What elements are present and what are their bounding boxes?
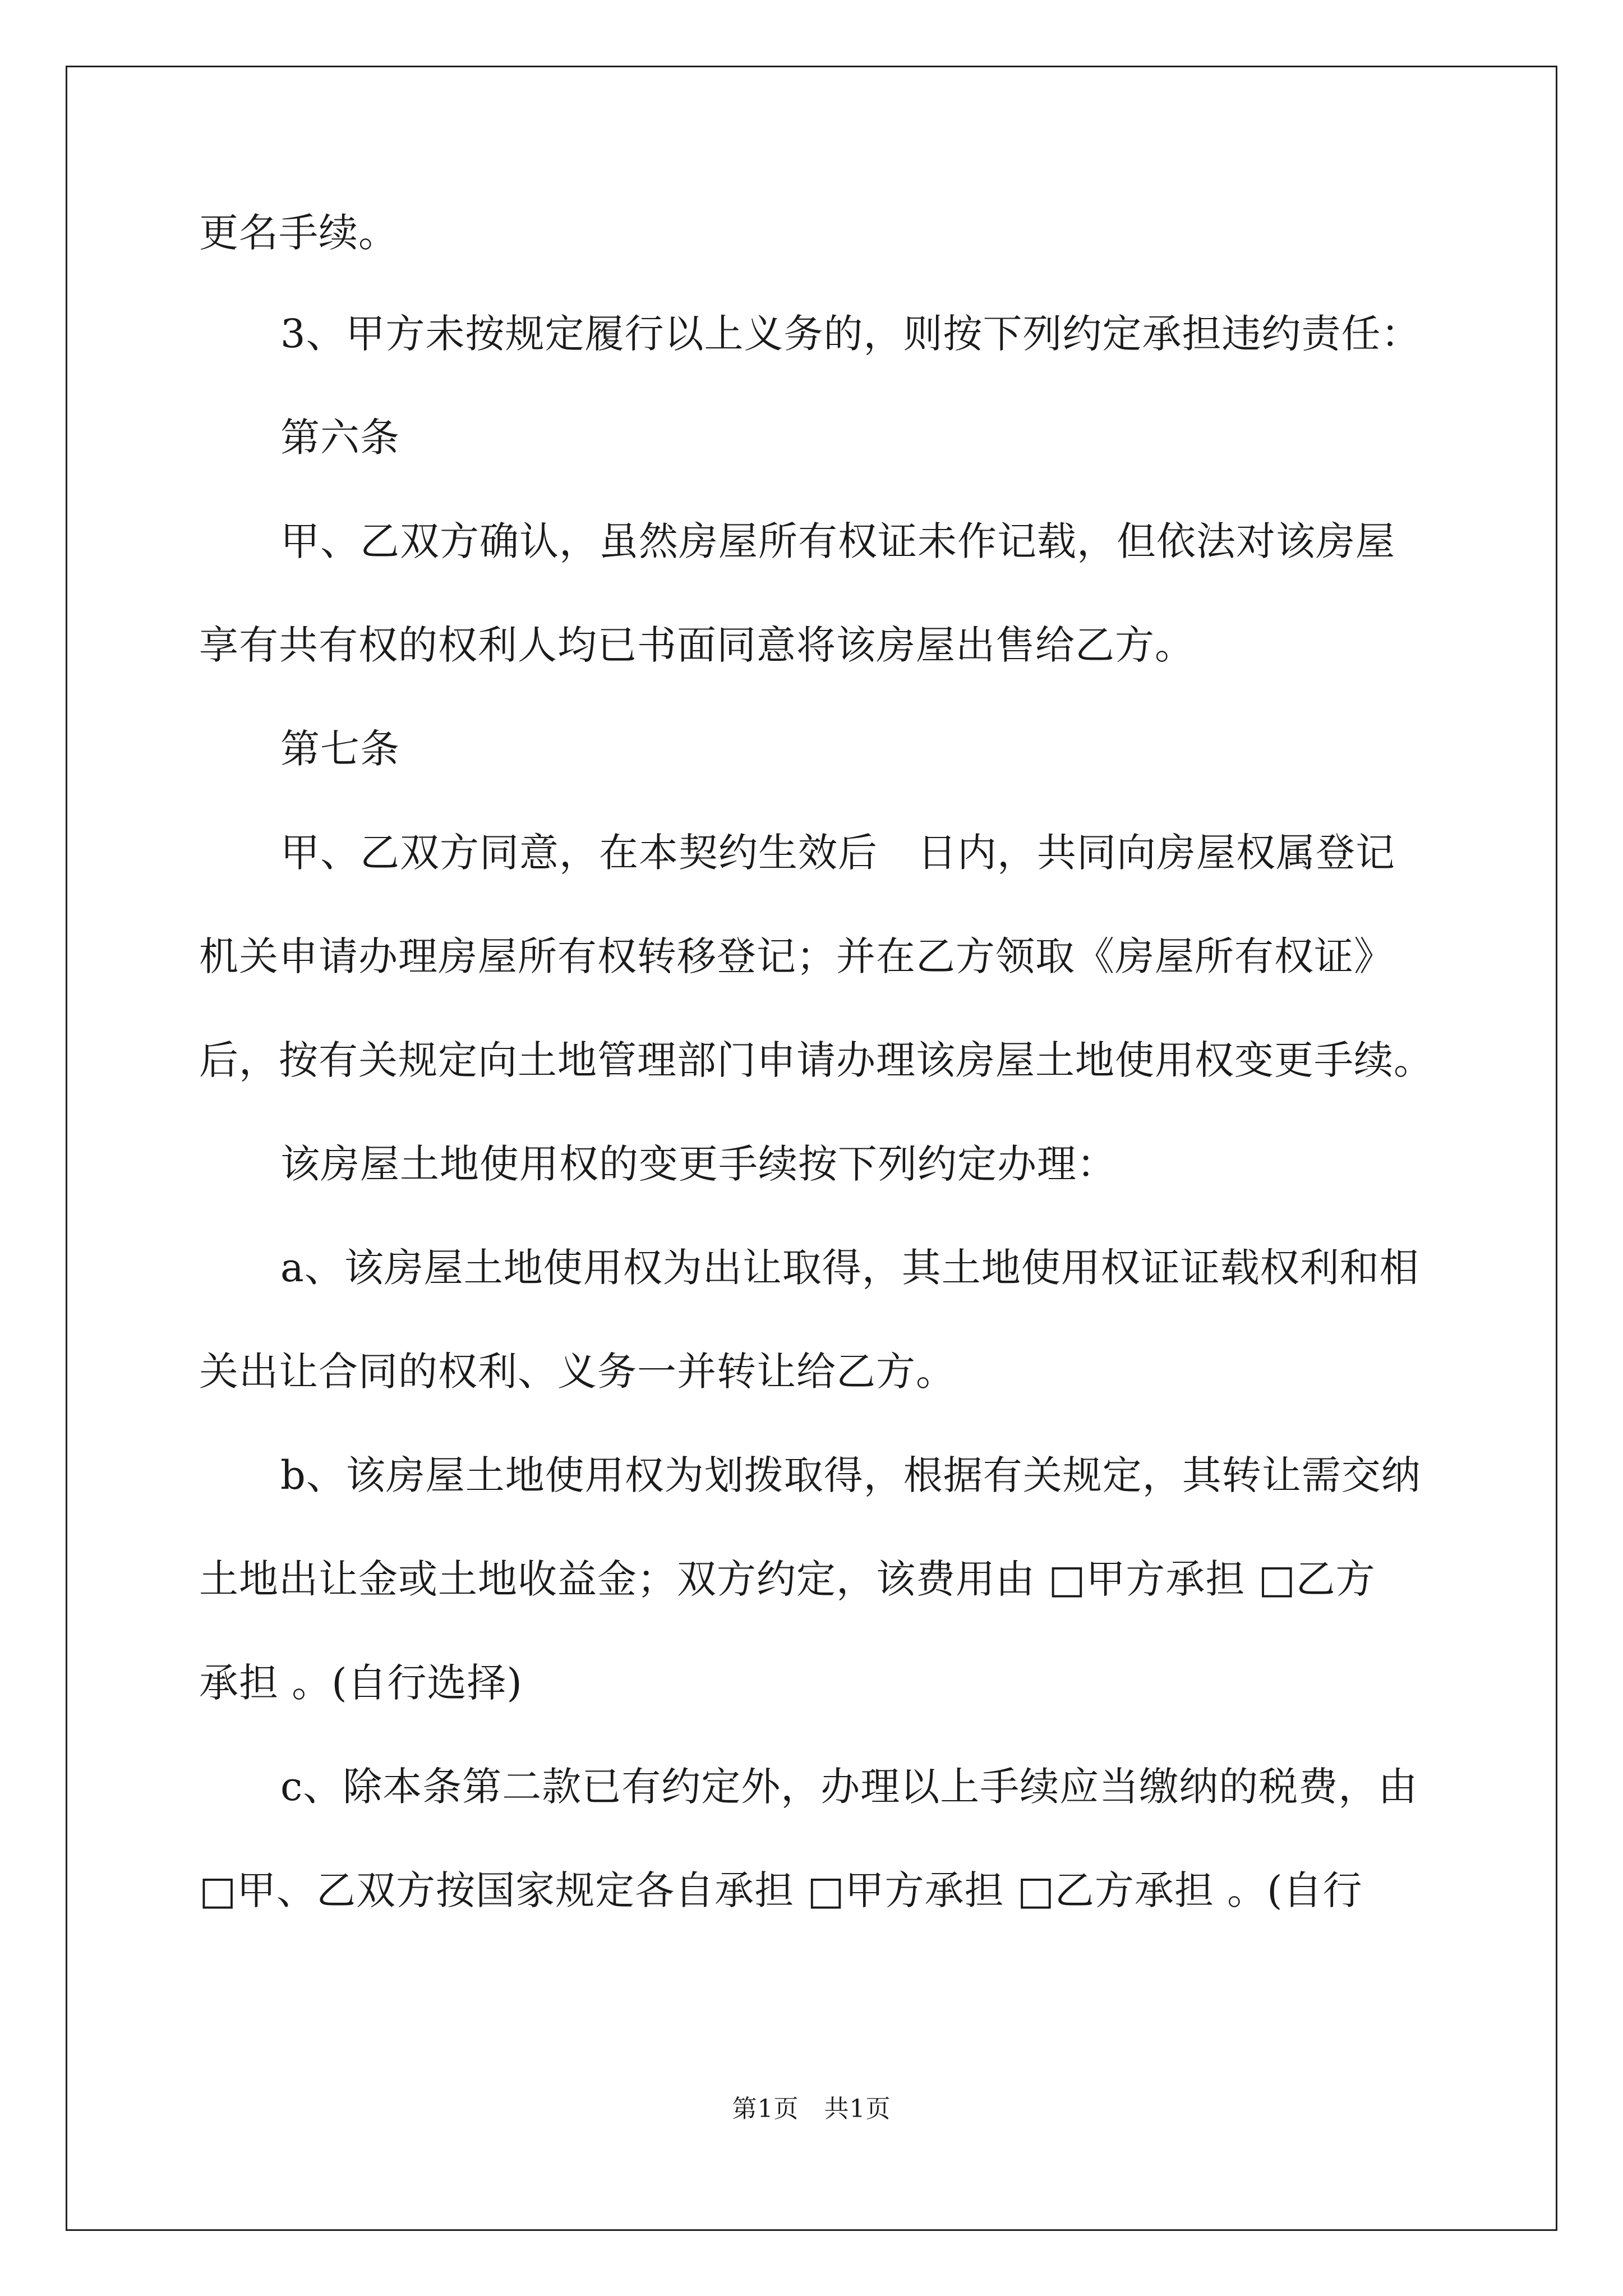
text-line: 甲、乙双方同意，在本契约生效后 日内，共同向房屋权属登记	[280, 830, 1395, 876]
text-line: a、该房屋土地使用权为出让取得，其土地使用权证证载权利和相	[280, 1245, 1419, 1291]
text-line: 承担 。(自行选择)	[199, 1660, 523, 1706]
text-line: b、该房屋土地使用权为划拨取得，根据有关规定，其转让需交纳	[280, 1452, 1421, 1498]
text-line: 机关申请办理房屋所有权转移登记；并在乙方领取《房屋所有权证》	[199, 933, 1394, 979]
text-line: 3、甲方未按规定履行以上义务的，则按下列约定承担违约责任：	[280, 311, 1421, 357]
text-line: 享有共有权的权利人均已书面同意将该房屋出售给乙方。	[199, 622, 1195, 668]
text-line: 更名手续。	[199, 210, 398, 256]
text-line: 关出让合同的权利、义务一并转让给乙方。	[199, 1349, 956, 1395]
article-heading: 第七条	[280, 726, 400, 772]
text-line: 土地出让金或土地收益金；双方约定，该费用由 □甲方承担 □乙方	[199, 1556, 1376, 1602]
page-number-footer: 第1页 共1页	[732, 2095, 891, 2123]
article-heading: 第六条	[280, 415, 400, 461]
text-line: 后，按有关规定向土地管理部门申请办理该房屋土地使用权变更手续。	[199, 1037, 1433, 1083]
text-line: c、除本条第二款已有约定外，办理以上手续应当缴纳的税费，由	[280, 1764, 1418, 1810]
text-line: □甲、乙双方按国家规定各自承担 □甲方承担 □乙方承担 。(自行	[199, 1867, 1363, 1913]
text-line: 该房屋土地使用权的变更手续按下列约定办理：	[280, 1141, 1117, 1187]
text-line: 甲、乙双方确认，虽然房屋所有权证未作记载，但依法对该房屋	[280, 518, 1395, 564]
